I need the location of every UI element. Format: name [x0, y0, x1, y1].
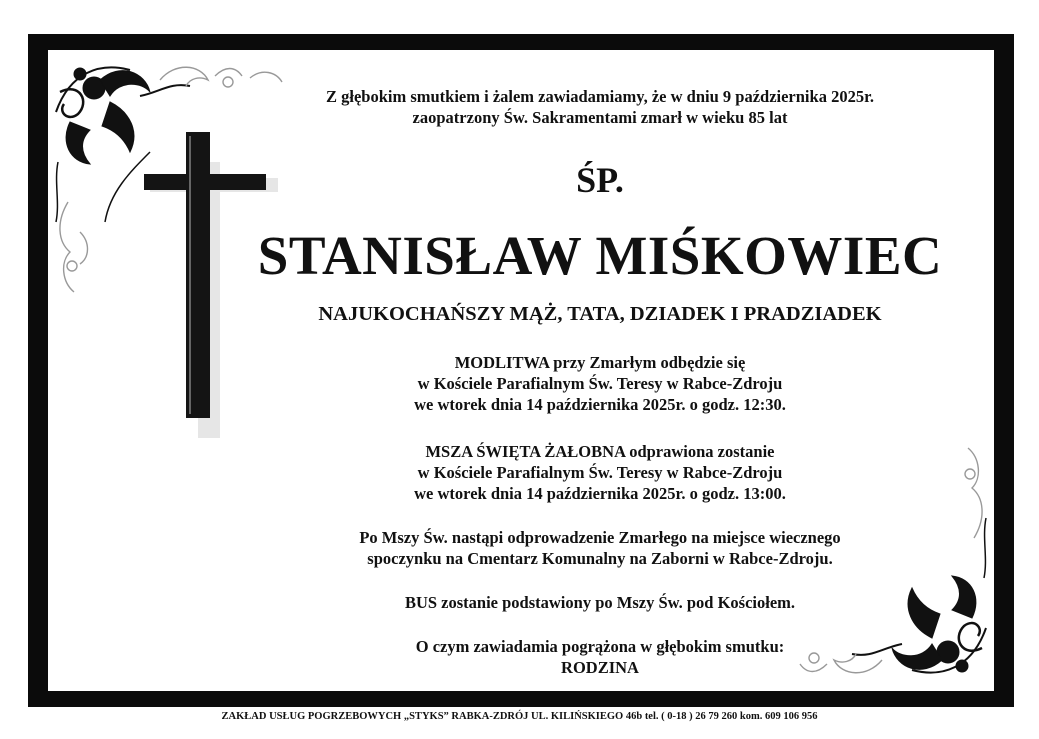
prayer-line: we wtorek dnia 14 października 2025r. o godz. 12:30.: [414, 395, 786, 414]
mass-line: we wtorek dnia 14 października 2025r. o godz. 13:00.: [414, 484, 786, 503]
honorific: ŚP.: [576, 160, 624, 200]
mass-line: w Kościele Parafialnym Św. Teresy w Rabce-Zdroju: [417, 463, 783, 482]
intro-text: [210, 86, 990, 128]
closing-line: O czym zawiadamia pogrążona w głębokim smutku:: [415, 637, 785, 656]
prayer-line: w Kościele Parafialnym Św. Teresy w Rabce-Zdroju: [417, 374, 783, 393]
funeral-mass-announcement: [210, 441, 990, 504]
family-relation: NAJUKOCHAŃSZY MĄŻ, TATA, DZIADEK I PRADZIADEK: [318, 303, 882, 325]
intro-line: zaopatrzony Św. Sakramentami zmarł w wieku 85 lat: [412, 108, 788, 127]
bus-note: BUS zostanie podstawiony po Mszy Św. pod Kościołem.: [404, 593, 796, 612]
funeral-home-footer: ZAKŁAD USŁUG POGRZEBOWYCH „STYKS” RABKA-ZDRÓJ UL. KILIŃSKIEGO 46b tel. ( 0-18 ) 26 79 260 kom. 609 106 956: [221, 711, 818, 722]
burial-line: spoczynku na Cmentarz Komunalny na Zaborni w Rabce-Zdroju.: [367, 549, 833, 568]
burial-announcement: [210, 527, 990, 569]
mass-line: MSZA ŚWIĘTA ŻAŁOBNA odprawiona zostanie: [425, 442, 775, 461]
intro-line: Z głębokim smutkiem i żalem zawiadamiamy, że w dniu 9 października 2025r.: [325, 87, 874, 106]
deceased-name: STANISŁAW MIŚKOWIEC: [257, 225, 943, 286]
signature: RODZINA: [561, 658, 639, 677]
burial-line: Po Mszy Św. nastąpi odprowadzenie Zmarłego na miejsce wiecznego: [359, 528, 841, 547]
prayer-announcement: [210, 352, 990, 415]
closing-block: [210, 636, 990, 678]
prayer-line: MODLITWA przy Zmarłym odbędzie się: [454, 353, 746, 372]
